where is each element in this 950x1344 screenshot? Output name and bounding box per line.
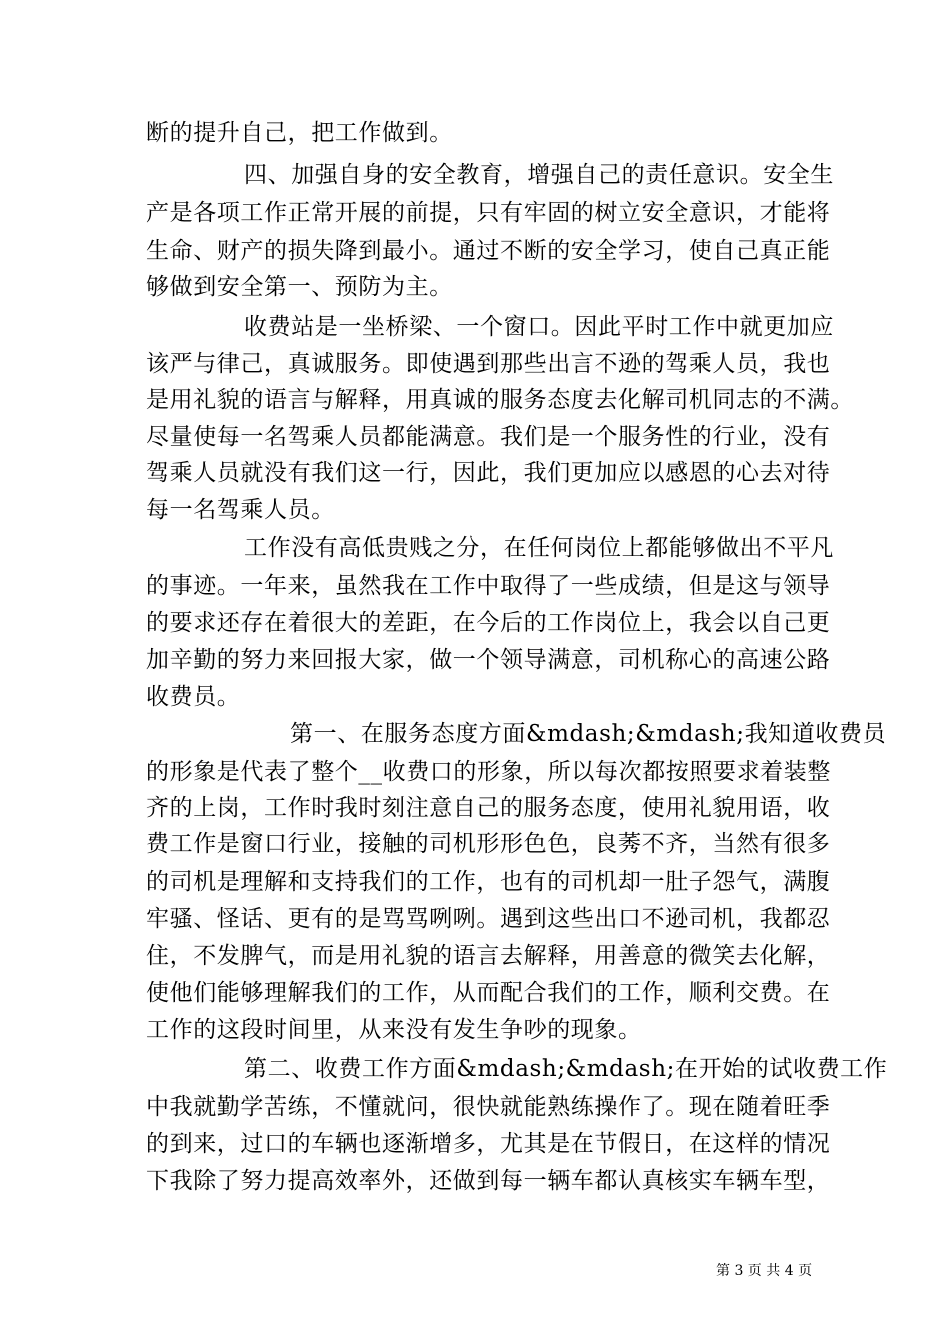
text-line: 下我除了努力提高效率外，还做到每一辆车都认真核实车辆车型， xyxy=(146,1168,831,1194)
text-line: 中我就勤学苦练，不懂就问，很快就能熟练操作了。现在随着旺季 xyxy=(146,1094,831,1120)
text-line: 的事迹。一年来，虽然我在工作中取得了一些成绩，但是这与领导 xyxy=(146,573,831,599)
text-line: 生命、财产的损失降到最小。通过不断的安全学习，使自己真正能 xyxy=(146,238,831,264)
text-line: 收费员。 xyxy=(146,684,241,710)
text-line: 住，不发脾气，而是用礼貌的语言去解释，用善意的微笑去化解， xyxy=(146,943,831,969)
text-line: 该严与律己，真诚服务。即使遇到那些出言不逊的驾乘人员，我也 xyxy=(146,351,831,377)
text-line: 牢骚、怪话、更有的是骂骂咧咧。遇到这些出口不逊司机，我都忍 xyxy=(146,906,831,932)
text-line: 每一名驾乘人员。 xyxy=(146,497,335,523)
text-line: 四、加强自身的安全教育，增强自己的责任意识。安全生 xyxy=(244,162,834,188)
text-line: 的要求还存在着很大的差距，在今后的工作岗位上，我会以自己更 xyxy=(146,610,831,636)
text-line: 够做到安全第一、预防为主。 xyxy=(146,274,453,300)
text-line: 产是各项工作正常开展的前提，只有牢固的树立安全意识，才能将 xyxy=(146,200,831,226)
text-line: 第二、收费工作方面&mdash;&mdash;在开始的试收费工作 xyxy=(244,1056,888,1082)
text-line: 加辛勤的努力来回报大家，做一个领导满意，司机称心的高速公路 xyxy=(146,647,831,673)
text-line: 断的提升自己，把工作做到。 xyxy=(146,120,453,146)
text-line: 第一、在服务态度方面&mdash;&mdash;我知道收费员 xyxy=(290,721,887,747)
text-line: 的到来，过口的车辆也逐渐增多，尤其是在节假日，在这样的情况 xyxy=(146,1131,831,1157)
text-line: 费工作是窗口行业，接触的司机形形色色，良莠不齐，当然有很多 xyxy=(146,831,831,857)
text-line: 的形象是代表了整个__收费口的形象，所以每次都按照要求着装整 xyxy=(146,759,831,785)
page-number: 第 3 页 共 4 页 xyxy=(716,1263,813,1279)
text-line: 工作没有高低贵贱之分，在任何岗位上都能够做出不平凡 xyxy=(244,535,834,561)
text-line: 的司机是理解和支持我们的工作，也有的司机却一肚子怨气，满腹 xyxy=(146,869,831,895)
text-line: 使他们能够理解我们的工作，从而配合我们的工作，顺利交费。在 xyxy=(146,980,831,1006)
text-line: 尽量使每一名驾乘人员都能满意。我们是一个服务性的行业，没有 xyxy=(146,424,831,450)
text-line: 工作的这段时间里，从来没有发生争吵的现象。 xyxy=(146,1017,642,1043)
text-line: 是用礼貌的语言与解释，用真诚的服务态度去化解司机同志的不满。 xyxy=(146,387,854,413)
text-line: 驾乘人员就没有我们这一行，因此，我们更加应以感恩的心去对待 xyxy=(146,460,831,486)
text-line: 齐的上岗，工作时我时刻注意自己的服务态度，使用礼貌用语，收 xyxy=(146,795,831,821)
text-line: 收费站是一坐桥梁、一个窗口。因此平时工作中就更加应 xyxy=(244,314,834,340)
